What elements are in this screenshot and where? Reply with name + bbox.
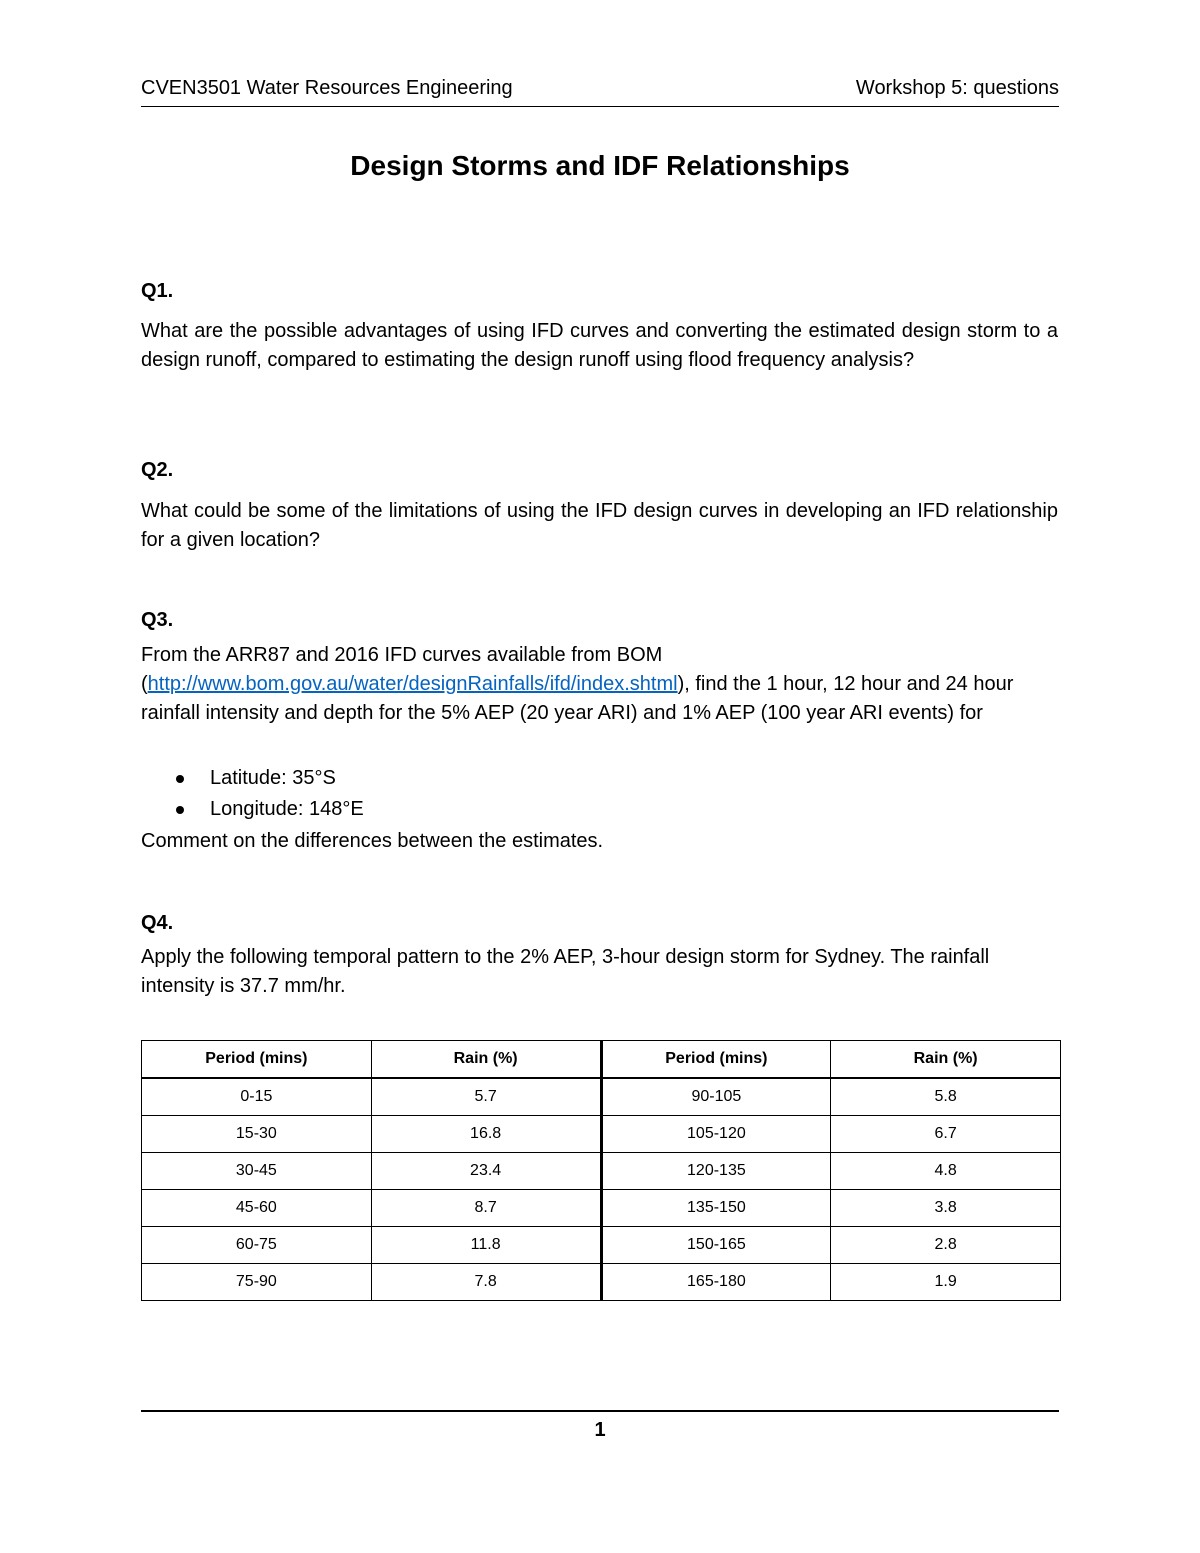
table-cell: 45-60: [142, 1190, 372, 1227]
header-rain-2: Rain (%): [831, 1041, 1061, 1079]
table-cell: 6.7: [831, 1116, 1061, 1153]
table-row: [142, 1227, 1061, 1264]
table-cell: 7.8: [371, 1264, 601, 1301]
list-item-longitude: [176, 794, 364, 825]
table-cell: 5.7: [371, 1078, 601, 1116]
table-cell: 4.8: [831, 1153, 1061, 1190]
table-cell: 165-180: [601, 1264, 831, 1301]
table-cell: 1.9: [831, 1264, 1061, 1301]
header-workshop-label: Workshop 5: questions: [855, 77, 1059, 99]
header-period-2: Period (mins): [601, 1041, 831, 1079]
table-cell: 3.8: [831, 1190, 1061, 1227]
question-3-label: Q3.: [141, 609, 174, 631]
page-header: [141, 74, 1059, 107]
question-3-continuation: ), find the 1 hour, 12 hour and 24 hour rainfall intensity and depth for the 5% AEP (20 year ARI) and 1% AEP (100 year ARI events) for: [141, 673, 1014, 724]
table-cell: 5.8: [831, 1078, 1061, 1116]
longitude-text: Longitude: 148°E: [210, 798, 364, 820]
temporal-pattern-table: [141, 1040, 1061, 1301]
question-3-closing: Comment on the differences between the estimates.: [141, 830, 604, 852]
coordinates-list: [176, 763, 364, 825]
table-cell: 135-150: [601, 1190, 831, 1227]
table-cell: 2.8: [831, 1227, 1061, 1264]
table-cell: 15-30: [142, 1116, 372, 1153]
table-cell: 75-90: [142, 1264, 372, 1301]
header-period-1: Period (mins): [142, 1041, 372, 1079]
question-1-label: Q1.: [141, 280, 174, 302]
question-1-text: What are the possible advantages of using IFD curves and converting the estimated design storm to a design runoff, compared to estimating the design runoff using flood frequency analysis?: [141, 320, 1058, 371]
question-2-label: Q2.: [141, 459, 174, 481]
bom-ifd-link[interactable]: http://www.bom.gov.au/water/designRainfalls/ifd/index.shtml: [147, 673, 678, 695]
table-row: [142, 1190, 1061, 1227]
latitude-text: Latitude: 35°S: [210, 767, 336, 789]
table-header-row: [142, 1041, 1061, 1079]
header-course-title: CVEN3501 Water Resources Engineering: [141, 77, 513, 99]
table-cell: 23.4: [371, 1153, 601, 1190]
bullet-icon: [176, 775, 184, 783]
table-row: [142, 1153, 1061, 1190]
table-cell: 11.8: [371, 1227, 601, 1264]
question-2-text: What could be some of the limitations of using the IFD design curves in developing an IFD relationship for a given location?: [141, 500, 1058, 551]
table-cell: 120-135: [601, 1153, 831, 1190]
table-cell: 60-75: [142, 1227, 372, 1264]
page-title: Design Storms and IDF Relationships: [350, 150, 850, 181]
table-cell: 16.8: [371, 1116, 601, 1153]
table-cell: 8.7: [371, 1190, 601, 1227]
footer-divider: [141, 1410, 1059, 1412]
table-row: [142, 1264, 1061, 1301]
question-3-intro: From the ARR87 and 2016 IFD curves available from BOM: [141, 644, 663, 666]
table-cell: 0-15: [142, 1078, 372, 1116]
table-cell: 30-45: [142, 1153, 372, 1190]
question-4-text: Apply the following temporal pattern to the 2% AEP, 3-hour design storm for Sydney. The rainfall intensity is 37.7 mm/hr.: [141, 946, 990, 997]
list-item-latitude: [176, 763, 364, 794]
question-3-text: [141, 641, 1058, 728]
bullet-icon: [176, 806, 184, 814]
table-row: [142, 1078, 1061, 1116]
question-3-open-paren: (: [141, 673, 148, 695]
table-row: [142, 1116, 1061, 1153]
table-cell: 90-105: [601, 1078, 831, 1116]
page-number: 1: [594, 1419, 606, 1441]
table-cell: 105-120: [601, 1116, 831, 1153]
question-4-label: Q4.: [141, 912, 174, 934]
table-cell: 150-165: [601, 1227, 831, 1264]
header-rain-1: Rain (%): [371, 1041, 601, 1079]
